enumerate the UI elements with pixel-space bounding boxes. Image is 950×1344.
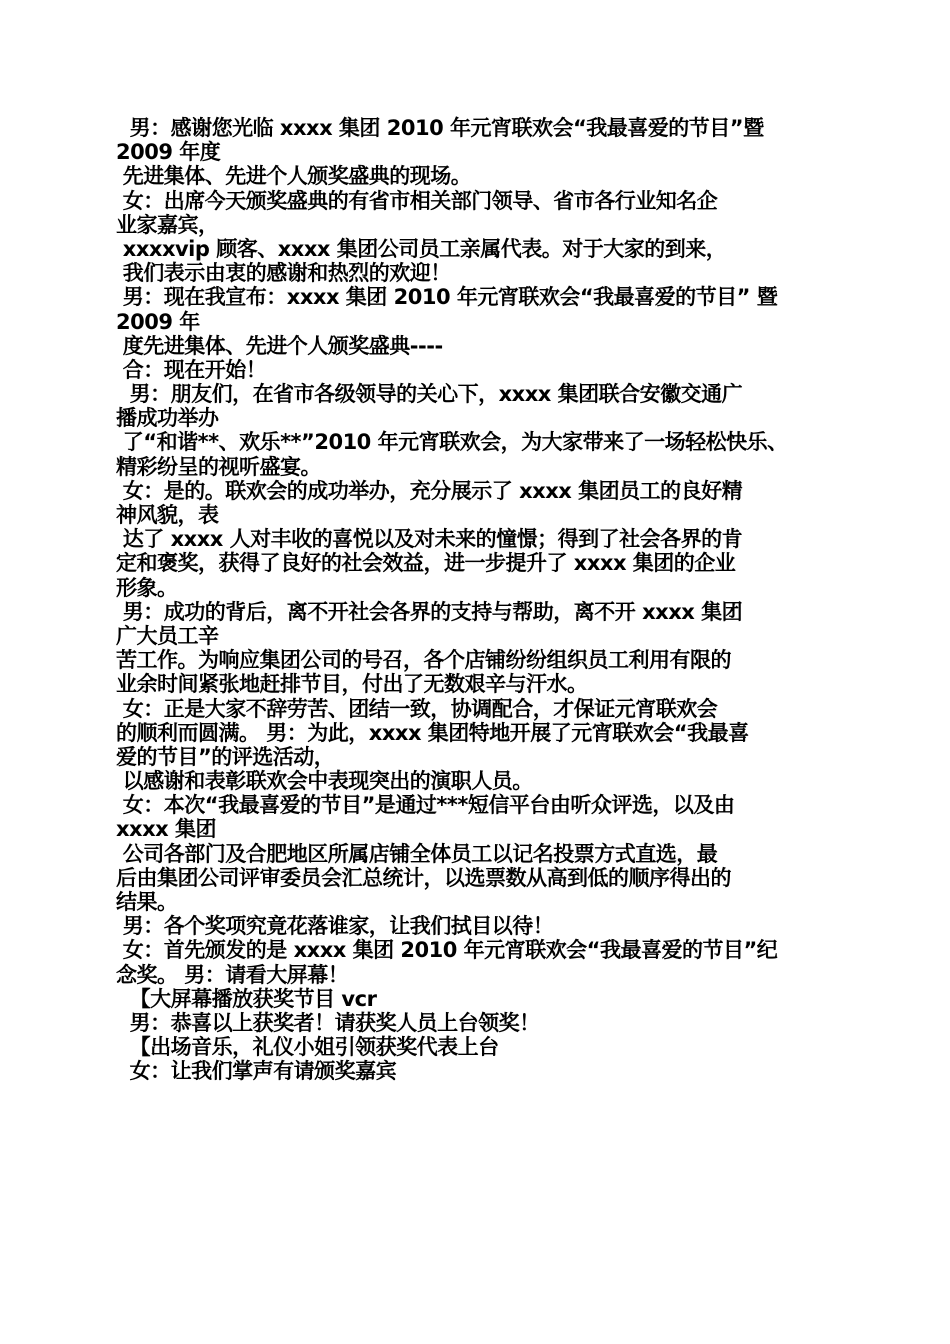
text-line: 女：首先颁发的是 xxxx 集团 2010 年元宵联欢会“我最喜爱的节目”纪 — [116, 938, 778, 963]
text-line: 形象。 — [116, 575, 178, 600]
text-line: 男：恭喜以上获奖者！请获奖人员上台领奖！ — [116, 1010, 540, 1035]
text-line: 先进集体、先进个人颁奖盛典的现场。 — [116, 164, 472, 189]
text-line: 2009 年度 — [116, 140, 221, 165]
text-line: xxxxvip 顾客、xxxx 集团公司员工亲属代表。对于大家的到来， — [116, 236, 727, 261]
text-line: 以感谢和表彰联欢会中表现突出的演职人员。 — [116, 769, 533, 794]
text-line: 我们表示由衷的感谢和热烈的欢迎！ — [116, 261, 451, 286]
text-line: 公司各部门及合肥地区所属店铺全体员工以记名投票方式直选，最 — [116, 841, 718, 866]
text-line: 神风貌，表 — [116, 503, 219, 527]
text-line: 精彩纷呈的视听盛宴。 — [116, 454, 321, 479]
text-line: 后由集团公司评审委员会汇总统计，以选票数从高到低的顺序得出的 — [116, 865, 731, 890]
text-line: 女：正是大家不辞劳苦、团结一致，协调配合，才保证元宵联欢会 — [116, 696, 718, 721]
text-line: 爱的节目”的评选活动， — [116, 744, 335, 769]
text-line: 达了 xxxx 人对丰收的喜悦以及对未来的憧憬；得到了社会各界的肯 — [116, 527, 743, 552]
text-line: 男：现在我宣布：xxxx 集团 2010 年元宵联欢会“我最喜爱的节目” 暨 — [116, 285, 778, 310]
text-line: 业家嘉宾， — [116, 212, 219, 237]
text-line: 2009 年 — [116, 309, 200, 334]
text-line: 【大屏幕播放获奖节目 vcr — [116, 986, 377, 1011]
text-line: xxxx 集团 — [116, 817, 216, 842]
text-line: 了“和谐**、欢乐**”2010 年元宵联欢会，为大家带来了一场轻松快乐、 — [116, 430, 788, 455]
text-line: 男：朋友们，在省市各级领导的关心下，xxxx 集团联合安徽交通广 — [116, 382, 743, 407]
text-line: 念奖。 男：请看大屏幕！ — [116, 962, 349, 987]
document-body — [116, 116, 846, 1084]
text-line: 结果。 — [116, 890, 178, 914]
text-line: 女：让我们掌声有请颁奖嘉宾 — [116, 1059, 397, 1084]
text-line: 的顺利而圆满。 男：为此，xxxx 集团特地开展了元宵联欢会“我最喜 — [116, 720, 749, 745]
text-line: 女：是的。联欢会的成功举办，充分展示了 xxxx 集团员工的良好精 — [116, 478, 743, 503]
text-line: 男：各个奖项究竟花落谁家，让我们拭目以待！ — [116, 914, 554, 939]
text-line: 女：出席今天颁奖盛典的有省市相关部门领导、省市各行业知名企 — [116, 188, 718, 213]
text-line: 男：感谢您光临 xxxx 集团 2010 年元宵联欢会“我最喜爱的节目”暨 — [116, 116, 764, 140]
text-line: 业余时间紧张地赶排节目，付出了无数艰辛与汗水。 — [116, 672, 588, 697]
text-line: 播成功举办 — [116, 406, 219, 431]
text-line: 定和褒奖，获得了良好的社会效益，进一步提升了 xxxx 集团的企业 — [116, 551, 736, 576]
text-line: 女：本次“我最喜爱的节目”是通过***短信平台由听众评选，以及由 — [116, 793, 735, 818]
text-line: 度先进集体、先进个人颁奖盛典---- — [116, 333, 443, 358]
text-line: 合：现在开始！ — [116, 357, 267, 382]
text-line: 男：成功的背后，离不开社会各界的支持与帮助，离不开 xxxx 集团 — [116, 599, 743, 624]
text-line: 【出场音乐，礼仪小姐引领获奖代表上台 — [116, 1035, 499, 1060]
text-line: 广大员工辛 — [116, 623, 219, 648]
text-line: 苦工作。为响应集团公司的号召，各个店铺纷纷组织员工利用有限的 — [116, 648, 731, 673]
